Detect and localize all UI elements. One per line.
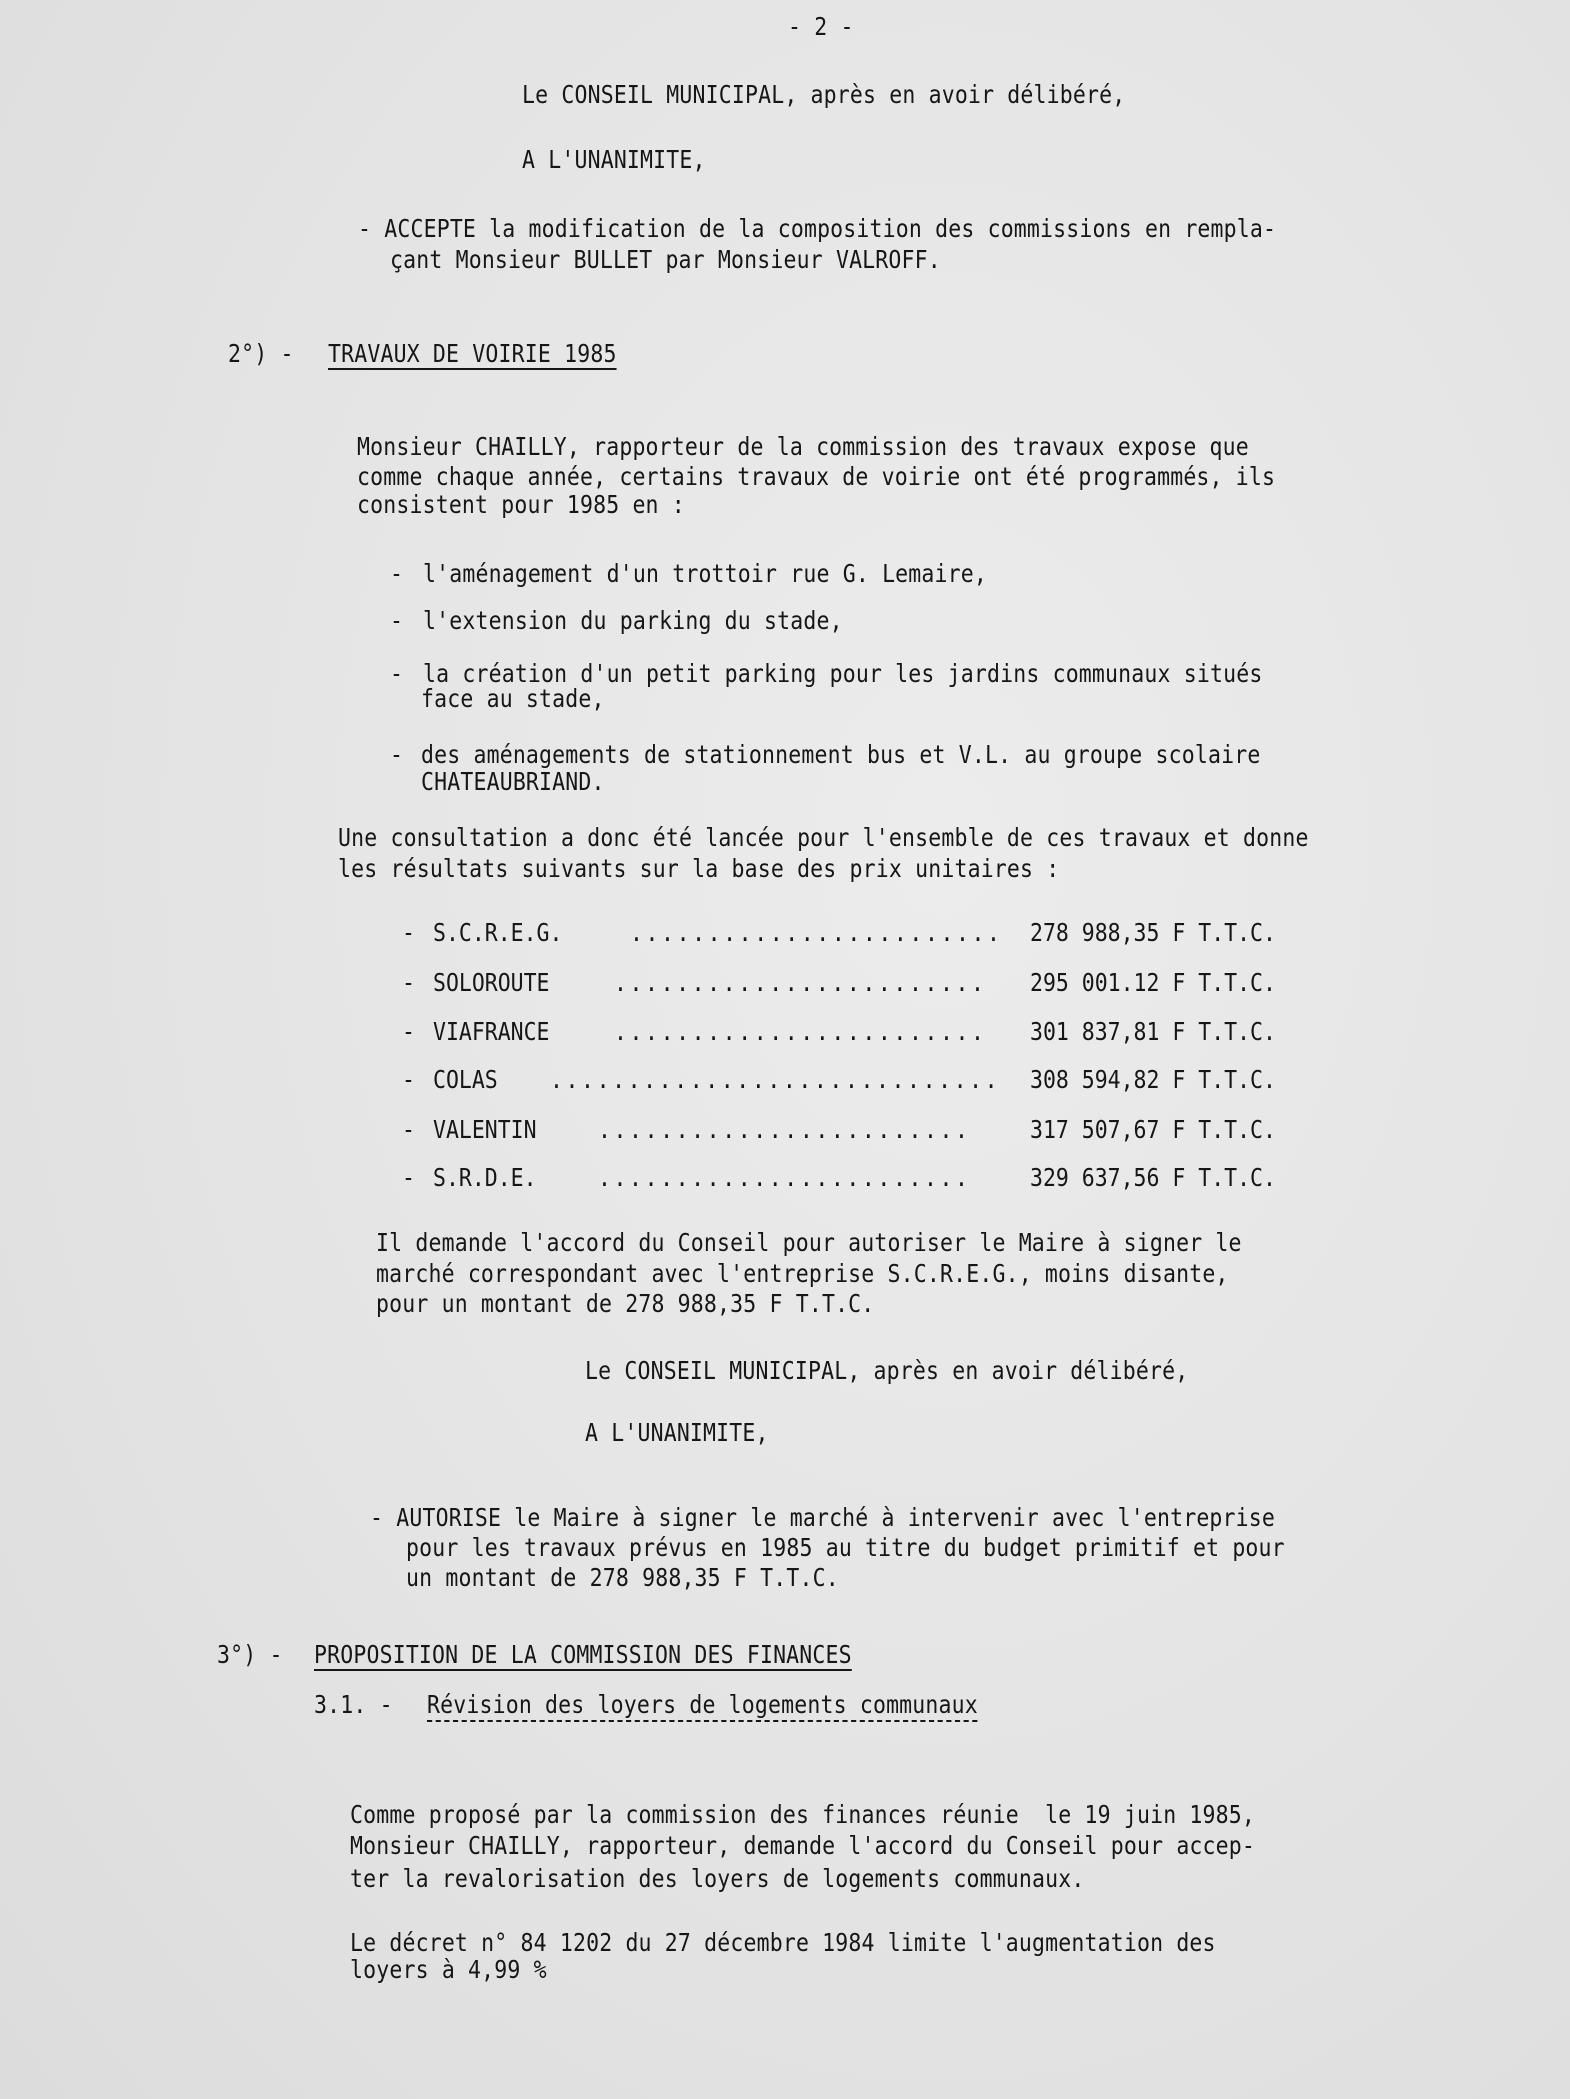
list-dash: - [402, 918, 415, 947]
bid-row [402, 1017, 1402, 1049]
bid-company: S.C.R.E.G. [433, 918, 563, 947]
paragraph-line: pour un montant de 278 988,35 F T.T.C. [376, 1289, 875, 1318]
bid-company: SOLOROUTE [433, 968, 550, 997]
council-deliberation-line: Le CONSEIL MUNICIPAL, après en avoir délibéré, [585, 1356, 1189, 1385]
list-dash: - [402, 1065, 415, 1094]
dot-leader: ........................ [598, 1115, 971, 1144]
decision-line: - AUTORISE le Maire à signer le marché à intervenir avec l'entreprise [370, 1503, 1276, 1532]
dot-leader: ........................ [614, 1017, 987, 1046]
bid-row [402, 1163, 1402, 1195]
paragraph-line: ter la revalorisation des loyers de logements communaux. [350, 1864, 1085, 1893]
bid-amount: 301 837,81 F T.T.C. [1030, 1017, 1276, 1046]
list-dash: - [390, 740, 404, 769]
list-item: CHATEAUBRIAND. [421, 767, 605, 796]
paragraph-line: consistent pour 1985 en : [357, 490, 685, 519]
vote-result: A L'UNANIMITE, [585, 1418, 769, 1447]
list-dash: - [390, 559, 404, 588]
list-item: l'aménagement d'un trottoir rue G. Lemaire, [423, 559, 987, 588]
paragraph-line: Le décret n° 84 1202 du 27 décembre 1984 limite l'augmentation des [350, 1928, 1216, 1957]
decision-line: çant Monsieur BULLET par Monsieur VALROFF. [390, 245, 941, 274]
bid-amount: 295 001.12 F T.T.C. [1030, 968, 1276, 997]
paragraph-line: Une consultation a donc été lancée pour l'ensemble de ces travaux et donne [338, 823, 1309, 852]
bid-company: COLAS [433, 1065, 498, 1094]
section-number: 2°) - [228, 339, 294, 368]
vote-result: A L'UNANIMITE, [522, 145, 706, 174]
dot-leader: ............................. [550, 1065, 1001, 1094]
bid-amount: 308 594,82 F T.T.C. [1030, 1065, 1276, 1094]
subsection-number: 3.1. - [314, 1690, 393, 1719]
paragraph-line: les résultats suivants sur la base des prix unitaires : [338, 854, 1060, 883]
paragraph-line: Monsieur CHAILLY, rapporteur de la commission des travaux expose que [357, 432, 1249, 461]
decision-line: pour les travaux prévus en 1985 au titre du budget primitif et pour [406, 1533, 1285, 1562]
list-item: face au stade, [421, 684, 605, 713]
paragraph-line: Il demande l'accord du Conseil pour autoriser le Maire à signer le [376, 1228, 1242, 1257]
bid-row [402, 968, 1402, 1000]
bid-company: VALENTIN [433, 1115, 537, 1144]
list-dash: - [390, 606, 404, 635]
list-dash: - [390, 659, 404, 688]
paragraph-line: comme chaque année, certains travaux de voirie ont été programmés, ils [357, 462, 1276, 491]
list-dash: - [402, 1163, 415, 1192]
list-dash: - [402, 968, 415, 997]
bid-amount: 329 637,56 F T.T.C. [1030, 1163, 1276, 1192]
list-dash: - [402, 1017, 415, 1046]
section-title: PROPOSITION DE LA COMMISSION DES FINANCES [314, 1640, 852, 1669]
bid-row [402, 918, 1402, 950]
bid-amount: 278 988,35 F T.T.C. [1030, 918, 1276, 947]
subsection-title: Révision des loyers de logements communaux [427, 1690, 978, 1719]
paragraph-line: Monsieur CHAILLY, rapporteur, demande l'accord du Conseil pour accep- [350, 1831, 1256, 1860]
dot-leader: ........................ [598, 1163, 971, 1192]
decision-line: un montant de 278 988,35 F T.T.C. [406, 1563, 839, 1592]
council-deliberation-line: Le CONSEIL MUNICIPAL, après en avoir délibéré, [522, 80, 1126, 109]
list-item: des aménagements de stationnement bus et V.L. au groupe scolaire [421, 740, 1261, 769]
page-number: - 2 - [788, 12, 854, 41]
bid-row [402, 1115, 1402, 1147]
dot-leader: ........................ [630, 918, 1003, 947]
decision-line: - ACCEPTE la modification de la composition des commissions en rempla- [358, 214, 1277, 243]
paragraph-line: Comme proposé par la commission des finances réunie le 19 juin 1985, [350, 1800, 1256, 1829]
section-title: TRAVAUX DE VOIRIE 1985 [328, 339, 617, 368]
bid-company: VIAFRANCE [433, 1017, 550, 1046]
list-item: l'extension du parking du stade, [423, 606, 843, 635]
section-number: 3°) - [217, 1640, 283, 1669]
bid-amount: 317 507,67 F T.T.C. [1030, 1115, 1276, 1144]
bid-company: S.R.D.E. [433, 1163, 537, 1192]
list-dash: - [402, 1115, 415, 1144]
bid-row [402, 1065, 1402, 1097]
dot-leader: ........................ [614, 968, 987, 997]
list-item: la création d'un petit parking pour les jardins communaux situés [423, 659, 1263, 688]
paragraph-line: loyers à 4,99 % [350, 1955, 547, 1984]
paragraph-line: marché correspondant avec l'entreprise S.C.R.E.G., moins disante, [376, 1259, 1229, 1288]
